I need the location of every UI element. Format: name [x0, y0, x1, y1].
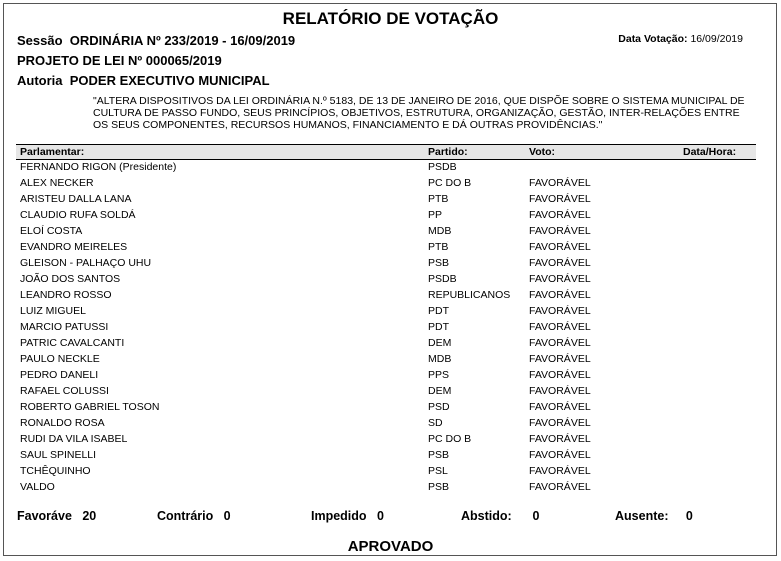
- session-label: Sessão: [17, 33, 63, 48]
- row-party: PP: [428, 209, 443, 221]
- table-row: [16, 303, 756, 319]
- row-party: PSB: [428, 449, 450, 461]
- table-row: [16, 415, 756, 431]
- row-party: PDT: [428, 305, 449, 317]
- summary-ausente-value: 0: [685, 509, 693, 523]
- row-name: JOÃO DOS SANTOS: [20, 273, 121, 285]
- row-party: REPUBLICANOS: [428, 289, 511, 301]
- row-party: SD: [428, 417, 443, 429]
- table-row: [16, 431, 756, 447]
- vote-date: [618, 33, 743, 45]
- row-name: EVANDRO MEIRELES: [20, 241, 128, 253]
- row-name: LEANDRO ROSSO: [20, 289, 112, 301]
- row-name: ROBERTO GABRIEL TOSON: [20, 401, 160, 413]
- row-vote: FAVORÁVEL: [529, 417, 591, 429]
- row-name: CLAUDIO RUFA SOLDÁ: [20, 209, 136, 221]
- bill-number: PROJETO DE LEI Nº 000065/2019: [17, 53, 222, 68]
- row-name: ELOÍ COSTA: [20, 225, 83, 237]
- table-row: [16, 335, 756, 351]
- summary-abstido: [461, 509, 539, 523]
- row-party: PSDB: [428, 161, 457, 173]
- summary-impedido: [311, 509, 384, 523]
- row-name: PAULO NECKLE: [20, 353, 100, 365]
- vote-date-value: 16/09/2019: [690, 33, 743, 45]
- table-row: [16, 319, 756, 335]
- table-row: [16, 383, 756, 399]
- summary-favoravel: [17, 509, 96, 523]
- row-party: PPS: [428, 369, 450, 381]
- row-name: FERNANDO RIGON (Presidente): [20, 161, 177, 173]
- summary-ausente-label: Ausente:: [615, 509, 669, 523]
- row-vote: FAVORÁVEL: [529, 273, 591, 285]
- row-vote: FAVORÁVEL: [529, 369, 591, 381]
- session-value: ORDINÁRIA Nº 233/2019 - 16/09/2019: [69, 33, 296, 48]
- table-row: [16, 463, 756, 479]
- summary-ausente: [615, 509, 693, 523]
- row-name: RUDI DA VILA ISABEL: [20, 433, 128, 445]
- report-title: RELATÓRIO DE VOTAÇÃO: [282, 9, 499, 28]
- table-row: [16, 447, 756, 463]
- row-vote: FAVORÁVEL: [529, 193, 591, 205]
- authorship-line: [17, 73, 270, 88]
- row-party: PSB: [428, 481, 450, 493]
- summary-contrario-label: Contrário: [157, 509, 214, 523]
- table-row: [16, 175, 756, 191]
- row-vote: FAVORÁVEL: [529, 337, 591, 349]
- row-vote: FAVORÁVEL: [529, 353, 591, 365]
- table-row: [16, 399, 756, 415]
- row-name: ARISTEU DALLA LANA: [20, 193, 132, 205]
- row-name: VALDO: [20, 481, 55, 493]
- table-row: [16, 367, 756, 383]
- summary-contrario: [157, 509, 231, 523]
- row-party: DEM: [428, 337, 452, 349]
- row-vote: FAVORÁVEL: [529, 401, 591, 413]
- table-row: [16, 191, 756, 207]
- row-vote: FAVORÁVEL: [529, 433, 591, 445]
- row-party: PTB: [428, 241, 449, 253]
- row-name: GLEISON - PALHAÇO UHU: [20, 257, 152, 269]
- row-name: TCHÊQUINHO: [20, 465, 91, 477]
- row-name: MARCIO PATUSSI: [20, 321, 109, 333]
- table-row: [16, 479, 756, 495]
- row-party: PSL: [428, 465, 448, 477]
- vote-result: APROVADO: [347, 538, 434, 555]
- table-row: [16, 159, 756, 175]
- bill-summary: "ALTERA DISPOSITIVOS DA LEI ORDINÁRIA N.º 5183, DE 13 DE JANEIRO DE 2016, QUE DISPÕE SOBRE O SISTEMA MUNICIPAL DE CULTURA DE PASSO FUNDO, SEUS PRINCÍPIOS, OBJETIVOS, ESTRUTURA, ORGANIZAÇÃO, GESTÃO, INTER-RELAÇÕES ENTRE OS SEUS COMPONENTES, RECURSOS HUMANOS, FINANCIAMENTO E DÁ OUTRAS PROVIDÊNCIAS.": [93, 95, 745, 131]
- row-party: PC DO B: [428, 177, 472, 189]
- row-name: LUIZ MIGUEL: [20, 305, 86, 317]
- row-party: PSD: [428, 401, 450, 413]
- header-partido: Partido:: [428, 146, 468, 158]
- row-vote: FAVORÁVEL: [529, 225, 591, 237]
- table-row: [16, 207, 756, 223]
- header-data-hora: Data/Hora:: [683, 146, 737, 158]
- vote-table-body: [16, 159, 756, 495]
- table-row: [16, 287, 756, 303]
- row-party: PSDB: [428, 273, 457, 285]
- row-vote: FAVORÁVEL: [529, 257, 591, 269]
- row-vote: FAVORÁVEL: [529, 177, 591, 189]
- row-vote: FAVORÁVEL: [529, 241, 591, 253]
- row-name: RAFAEL COLUSSI: [20, 385, 109, 397]
- row-vote: FAVORÁVEL: [529, 289, 591, 301]
- row-vote: FAVORÁVEL: [529, 449, 591, 461]
- header-parlamentar: Parlamentar:: [20, 146, 85, 158]
- row-vote: FAVORÁVEL: [529, 209, 591, 221]
- table-row: [16, 271, 756, 287]
- summary-favoravel-label: Favoráve: [17, 509, 72, 523]
- authorship-label: Autoria: [17, 73, 63, 88]
- table-header: [16, 144, 756, 160]
- summary-favoravel-value: 20: [82, 509, 97, 523]
- row-vote: FAVORÁVEL: [529, 465, 591, 477]
- row-party: DEM: [428, 385, 452, 397]
- table-row: [16, 223, 756, 239]
- summary-impedido-label: Impedido: [311, 509, 367, 523]
- row-vote: FAVORÁVEL: [529, 385, 591, 397]
- summary-abstido-value: 0: [532, 509, 540, 523]
- table-row: [16, 255, 756, 271]
- session-line: [17, 33, 295, 48]
- row-vote: FAVORÁVEL: [529, 481, 591, 493]
- row-party: MDB: [428, 225, 452, 237]
- row-party: PTB: [428, 193, 449, 205]
- authorship-value: PODER EXECUTIVO MUNICIPAL: [69, 73, 270, 88]
- row-name: ALEX NECKER: [20, 177, 94, 189]
- row-party: MDB: [428, 353, 452, 365]
- row-party: PDT: [428, 321, 449, 333]
- row-name: RONALDO ROSA: [20, 417, 105, 429]
- table-row: [16, 351, 756, 367]
- row-vote: FAVORÁVEL: [529, 305, 591, 317]
- row-vote: FAVORÁVEL: [529, 321, 591, 333]
- row-name: PEDRO DANELI: [20, 369, 99, 381]
- row-party: PSB: [428, 257, 450, 269]
- header-voto: Voto:: [529, 146, 556, 158]
- row-name: SAUL SPINELLI: [20, 449, 97, 461]
- table-row: [16, 239, 756, 255]
- summary-impedido-value: 0: [376, 509, 384, 523]
- row-party: PC DO B: [428, 433, 472, 445]
- summary-contrario-value: 0: [223, 509, 231, 523]
- summary-abstido-label: Abstido:: [461, 509, 512, 523]
- vote-date-label: Data Votação:: [618, 33, 688, 45]
- row-name: PATRIC CAVALCANTI: [20, 337, 125, 349]
